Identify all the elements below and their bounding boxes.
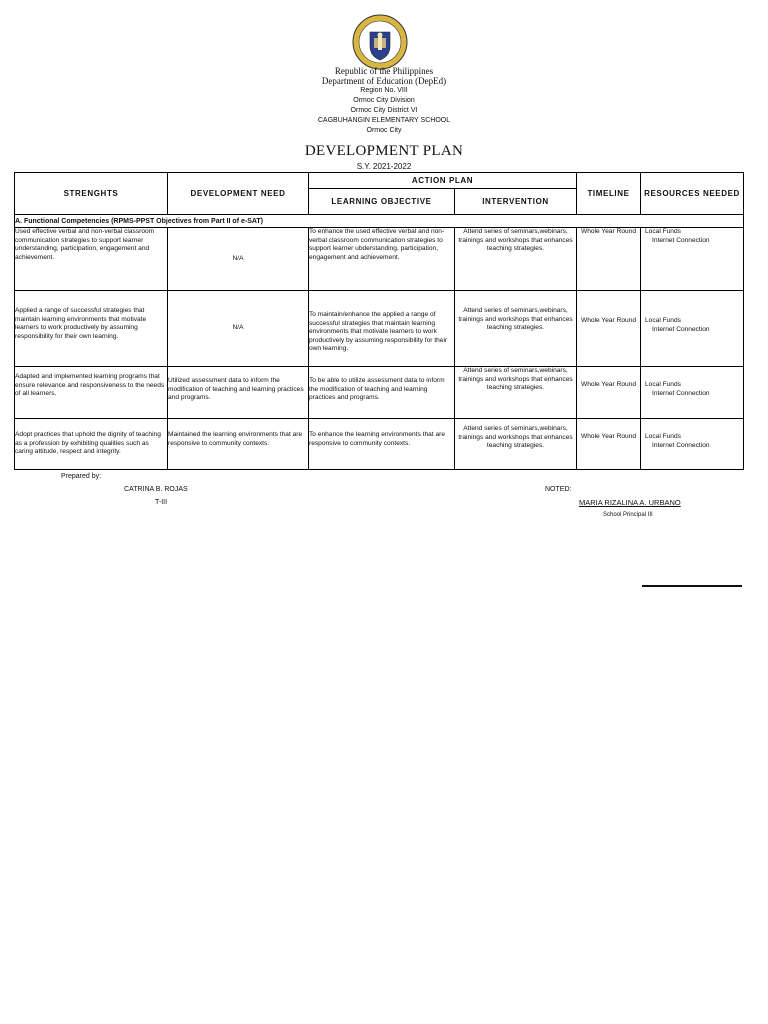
intervention-cell: Attend series of seminars,webinars, trainings and workshops that enhances teaching strategies. [455,291,577,367]
section-heading: A. Functional Competencies (RPMS-PPST Objectives from Part II of e-SAT) [15,215,744,228]
table-row [15,419,744,470]
objective-cell: To enhance the learning environments that are responsive to community contexts. [309,419,455,470]
resource-internet: Internet Connection [652,441,710,449]
objective-cell: To enhance the used effective verbal and non-verbal classroom communication strategies to support learner ubderstanding, participation, engagement and achievement. [309,228,455,291]
strength-cell: Adopt practices that uphold the dignity of teaching as a profession by exhibiting qualities such as caring attitude, respect and integrity. [15,419,168,470]
need-cell: Maintained the learning environments that are responsive to community contexts. [168,419,309,470]
resource-local-funds: Local Funds [645,381,681,388]
timeline-cell: Whole Year Round [577,228,641,291]
objective-cell: To be able to utilize assessment data to inform the modification of teaching and learning practices and programs. [309,367,455,419]
header-strengths: STRENGHTS [15,173,168,215]
noted-label: NOTED: [545,486,572,493]
city-line: Ormoc City [366,127,402,134]
resource-internet: Internet Connection [652,325,710,333]
table-row [15,291,744,367]
objective-cell: To maintain/enhance the applied a range of successful strategies that maintain learning environments that motivate learners to work productively by assuming responsibility for their own learning. [309,291,455,367]
letterhead [0,66,768,136]
page-title: DEVELOPMENT PLAN [304,143,464,159]
header-intervention: INTERVENTION [455,189,577,215]
resource-local-funds: Local Funds [645,433,681,440]
resources-cell [641,291,744,367]
strength-cell: Applied a range of successful strategies that maintain learning environments that motivate learners to work productively by assuming responsibility for their own learning. [15,291,168,367]
header-timeline: TIMELINE [577,173,641,215]
preparer-position: T-III [155,499,168,506]
region-line: Region No. VIII [360,87,408,94]
principal-position: School Principal III [603,512,653,518]
need-cell: N/A [168,291,309,367]
timeline-cell: Whole Year Round [577,419,641,470]
intervention-cell: Attend series of seminars,webinars, trainings and workshops that enhances teaching strategies. [455,367,577,419]
resource-local-funds: Local Funds [645,317,681,324]
intervention-cell: Attend series of seminars,webinars, trainings and workshops that enhances teaching strategies. [455,228,577,291]
strength-cell: Adapted and implemented learning programs that ensure relevance and responsiveness to the needs of all learners. [15,367,168,419]
need-cell: N/A [168,228,309,291]
strength-cell: Used effective verbal and non-verbal classroom communication strategies to support learner understanding, participation, engagement and achievement. [15,228,168,291]
resource-local-funds: Local Funds [645,228,681,235]
school-year: S.Y. 2021-2022 [356,162,412,171]
intervention-cell: Attend series of seminars,webinars, trainings and workshops that enhances teaching strategies. [455,419,577,470]
prepared-by-label: Prepared by: [61,473,102,480]
deped-seal-icon [352,14,408,70]
preparer-name: CATRINA B. ROJAS [124,486,188,493]
school-line: CAGBUHANGIN ELEMENTARY SCHOOL [317,117,451,124]
resources-cell [641,228,744,291]
table-row [15,367,744,419]
header-development-need: DEVELOPMENT NEED [168,173,309,215]
resource-internet: Internet Connection [652,236,710,244]
development-plan-table [14,172,744,470]
table-row [15,228,744,291]
department-line: Department of Education (DepEd) [321,76,447,86]
need-cell: Utilized assessment data to inform the modification of teaching and learning practices and programs. [168,367,309,419]
division-line: Ormoc City Division [353,97,415,104]
header-resources: RESOURCES NEEDED [641,173,744,215]
timeline-cell: Whole Year Round [577,367,641,419]
resources-cell [641,419,744,470]
resource-internet: Internet Connection [652,389,710,397]
header-action-plan: ACTION PLAN [309,173,577,189]
header-learning-objective: LEARNING OBJECTIVE [309,189,455,215]
timeline-cell: Whole Year Round [577,291,641,367]
principal-name: MARIA RIZALINA A. URBANO [579,498,681,507]
district-line: Ormoc City District VI [350,107,418,114]
resources-cell [641,367,744,419]
country-line: Republic of the Philippines [334,66,434,76]
signature-line [642,585,742,587]
